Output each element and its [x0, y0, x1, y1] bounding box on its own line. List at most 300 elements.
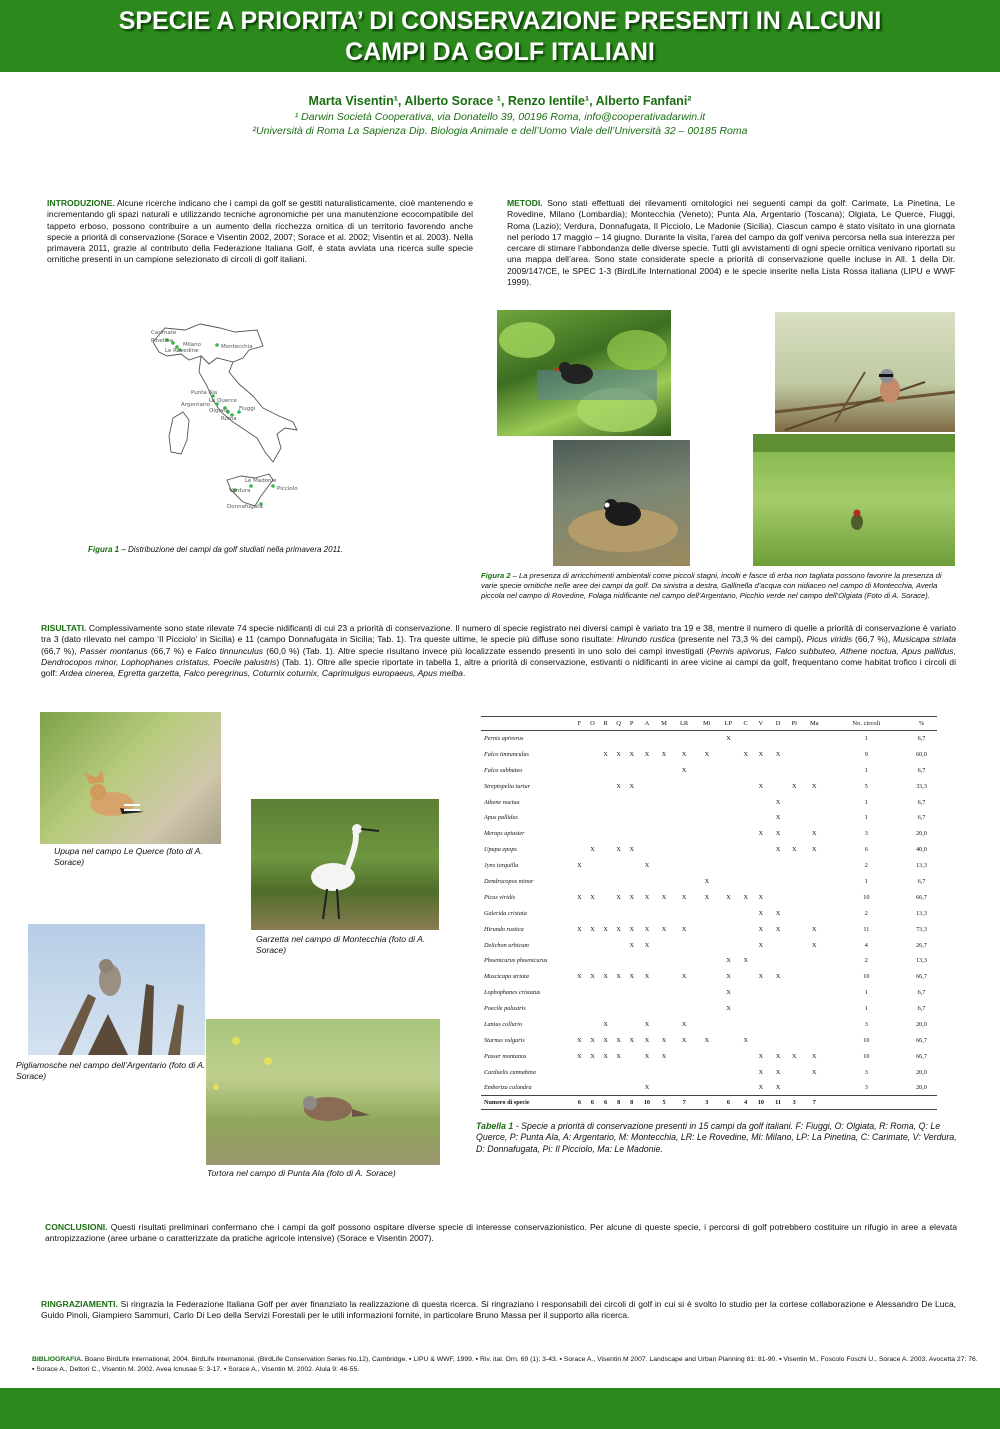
bibliography-section	[32, 1355, 980, 1375]
presence-cell	[638, 842, 656, 858]
presence-cell	[696, 810, 718, 826]
presence-cell: X	[726, 957, 731, 965]
presence-cell	[586, 778, 599, 794]
presence-cell: X	[644, 893, 650, 901]
presence-cell	[739, 1048, 752, 1064]
presence-cell	[672, 731, 696, 747]
presence-cell	[586, 731, 599, 747]
map-label: Olgiata	[209, 408, 229, 414]
presence-cell	[786, 746, 801, 762]
total-cell: 10	[638, 1096, 656, 1110]
presence-cell	[573, 1001, 586, 1017]
table-row	[481, 762, 937, 778]
table-row	[481, 858, 937, 874]
presence-cell: X	[590, 1052, 595, 1060]
presence-cell	[739, 1064, 752, 1080]
presence-cell	[802, 762, 827, 778]
figure2-caption-text: – La presenza di arricchimenti ambientali come piccoli stagni, incolti e fasce di erba non tagliata possono favorire la presenza di varie specie ornitiche nelle aree dei campi da golf. Da sinistra a destra, Gallinella d’acqua con nidiaceo nel campo di Montecchia, Averla piccola nel campo di Rovedine, Folaga nidificante nel campo dell’Argentario, Picchio verde nel campo dell’Olgiata (Foto di A. Sorace).	[481, 571, 942, 601]
presence-cell	[599, 842, 612, 858]
presence-cell	[612, 1017, 625, 1033]
presence-cell	[573, 985, 586, 1001]
presence-cell	[696, 1080, 718, 1096]
conclusions-text: Questi risultati preliminari confermano che i campi da golf possono ospitare diverse specie di interesse conservazionistico. Per alcune di queste specie, i percorsi di golf potrebbero costituire un rifugio in aree a elevata antropizzazione (aree urbane o caratterizzate da pratiche agricole intensive) (Sorace e Visentin 2007).	[45, 1222, 957, 1244]
presence-cell: X	[775, 830, 781, 838]
total-cell: 5	[656, 1096, 673, 1110]
table-header-cell: M	[656, 717, 673, 731]
presence-cell: X	[603, 1020, 608, 1028]
presence-cell: X	[603, 1052, 608, 1060]
presence-cell: X	[629, 973, 634, 981]
woodpecker-illustration	[753, 434, 955, 566]
table-caption	[476, 1121, 958, 1155]
presence-cell	[770, 762, 787, 778]
percent-cell: 60,0	[916, 750, 927, 758]
presence-cell	[739, 858, 752, 874]
map-label: Milano	[183, 342, 202, 348]
table-row	[481, 1001, 937, 1017]
percent-cell: 13,3	[916, 862, 927, 870]
presence-cell: X	[629, 925, 634, 933]
presence-cell	[696, 1001, 718, 1017]
presence-cell	[696, 969, 718, 985]
presence-cell	[573, 794, 586, 810]
presence-cell	[625, 810, 638, 826]
map-label: Montecchia	[221, 344, 253, 350]
percent-cell: 66,7	[916, 893, 927, 901]
presence-cell	[656, 953, 673, 969]
presence-cell: X	[775, 750, 781, 758]
presence-cell: X	[681, 893, 687, 901]
presence-cell	[696, 731, 718, 747]
presence-cell	[696, 937, 718, 953]
presence-cell	[638, 874, 656, 890]
percent-cell: 20,0	[916, 1020, 927, 1028]
percent-cell: 66,7	[916, 1036, 927, 1044]
presence-cell	[638, 762, 656, 778]
results-species: Falco tinnunculus	[195, 645, 264, 656]
figure2-caption	[481, 571, 959, 602]
presence-cell	[770, 858, 787, 874]
presence-cell	[752, 794, 770, 810]
count-cell: 1	[864, 798, 868, 806]
table-header-cell: LP	[718, 717, 740, 731]
presence-cell: X	[616, 893, 621, 901]
presence-cell	[638, 794, 656, 810]
table-header-cell: P	[625, 717, 638, 731]
species-name: Dendrocopos minor	[484, 877, 534, 885]
species-name: Athene noctua	[484, 798, 520, 806]
table-total-row	[481, 1096, 937, 1110]
presence-cell	[739, 985, 752, 1001]
presence-cell	[612, 762, 625, 778]
presence-cell	[672, 858, 696, 874]
presence-cell	[599, 731, 612, 747]
figure2-caption-label: Figura 2	[481, 571, 511, 580]
presence-cell: X	[758, 925, 764, 933]
presence-cell	[718, 1017, 740, 1033]
presence-cell	[599, 953, 612, 969]
intro-section	[47, 198, 473, 266]
species-name: Muscicapa striata	[484, 973, 529, 981]
presence-cell	[586, 874, 599, 890]
presence-cell	[573, 731, 586, 747]
total-cell: 10	[752, 1096, 770, 1110]
presence-cell: X	[681, 750, 687, 758]
presence-cell	[672, 874, 696, 890]
species-table	[481, 716, 937, 1110]
presence-cell: X	[812, 1052, 817, 1060]
presence-cell	[752, 762, 770, 778]
presence-cell	[638, 1001, 656, 1017]
percent-cell: 20,0	[916, 1084, 927, 1092]
presence-cell	[802, 1001, 827, 1017]
presence-cell: X	[704, 1036, 710, 1044]
table-row	[481, 746, 937, 762]
presence-cell: X	[758, 830, 764, 838]
percent-cell: 6,7	[917, 1005, 926, 1013]
presence-cell	[752, 731, 770, 747]
table-row	[481, 778, 937, 794]
presence-cell	[638, 905, 656, 921]
presence-cell	[573, 826, 586, 842]
table-header-cell: F	[573, 717, 586, 731]
table-row	[481, 905, 937, 921]
map-label: Punta Ala	[191, 390, 218, 396]
count-cell: 9	[864, 750, 868, 758]
results-species: Passer montanus	[79, 645, 148, 656]
results-species: Hirundo rustica	[616, 634, 676, 645]
presence-cell: X	[603, 750, 608, 758]
presence-cell	[625, 1017, 638, 1033]
map-label: Le Rovedine	[165, 348, 199, 354]
presence-cell	[599, 1080, 612, 1096]
table-row	[481, 1032, 937, 1048]
count-cell: 1	[864, 877, 868, 885]
presence-cell	[599, 889, 612, 905]
presence-cell	[696, 1017, 718, 1033]
presence-cell: X	[661, 1036, 667, 1044]
presence-cell	[802, 1017, 827, 1033]
presence-cell	[656, 874, 673, 890]
presence-cell: X	[616, 925, 621, 933]
presence-cell: X	[616, 782, 621, 790]
presence-cell	[752, 953, 770, 969]
total-cell: 7	[802, 1096, 827, 1110]
presence-cell: X	[812, 941, 817, 949]
presence-cell	[786, 874, 801, 890]
presence-cell	[718, 842, 740, 858]
count-cell: 10	[863, 1036, 870, 1044]
presence-cell	[573, 842, 586, 858]
presence-cell	[656, 1017, 673, 1033]
presence-cell	[739, 1001, 752, 1017]
presence-cell	[672, 778, 696, 794]
presence-cell: X	[681, 973, 687, 981]
presence-cell	[612, 953, 625, 969]
presence-cell: X	[681, 1036, 687, 1044]
presence-cell: X	[812, 846, 817, 854]
presence-cell	[718, 874, 740, 890]
presence-cell	[573, 874, 586, 890]
presence-cell	[696, 1048, 718, 1064]
presence-cell: X	[629, 1036, 634, 1044]
presence-cell	[739, 969, 752, 985]
percent-cell: 6,7	[917, 798, 926, 806]
presence-cell	[718, 921, 740, 937]
percent-cell: 6,7	[917, 989, 926, 997]
photo-garzetta	[251, 799, 439, 930]
presence-cell	[672, 905, 696, 921]
presence-cell: X	[758, 1084, 764, 1092]
presence-cell: X	[644, 1052, 650, 1060]
presence-cell	[802, 889, 827, 905]
table-header-cell: O	[586, 717, 599, 731]
presence-cell: X	[603, 973, 608, 981]
table-row	[481, 794, 937, 810]
species-name: Sturnus vulgaris	[484, 1036, 525, 1044]
presence-cell	[786, 826, 801, 842]
presence-cell	[770, 1017, 787, 1033]
presence-cell: X	[726, 1005, 731, 1013]
presence-cell: X	[775, 925, 781, 933]
presence-cell: X	[644, 862, 650, 870]
presence-cell	[612, 826, 625, 842]
presence-cell	[752, 858, 770, 874]
figure1-caption	[88, 545, 418, 556]
presence-cell	[638, 1064, 656, 1080]
species-table-container	[481, 716, 937, 1110]
results-text: Complessivamente sono state rilevate 74 specie nidificanti di cui 23 a priorità di conservazione. Il numero di specie registrato nei diversi campi è variato tra 19 e 38, mentre il numero di quelle a priorità di conservazione è variato tra 3 (dato rilevato nel campo ‘Il Picciolo’ in Sicilia) e 11 (campo Donnafugata in Sicilia; Tab. 1). Tra queste ultime, le specie più diffuse sono risultate:	[41, 623, 956, 645]
presence-cell	[752, 842, 770, 858]
presence-cell	[739, 762, 752, 778]
presence-cell: X	[812, 830, 817, 838]
presence-cell	[599, 937, 612, 953]
presence-cell	[573, 905, 586, 921]
count-cell: 10	[863, 1052, 870, 1060]
percent-cell: 33,3	[916, 782, 927, 790]
presence-cell	[696, 905, 718, 921]
presence-cell	[739, 1080, 752, 1096]
table-row	[481, 842, 937, 858]
authors: Marta Visentin¹, Alberto Sorace ¹, Renzo Ientile¹, Alberto Fanfani²	[308, 94, 692, 108]
table-header-cell: A	[638, 717, 656, 731]
table-header-cell: V	[752, 717, 770, 731]
intro-title: INTRODUZIONE.	[47, 198, 115, 208]
presence-cell: X	[577, 973, 582, 981]
presence-cell	[802, 953, 827, 969]
presence-cell: X	[726, 989, 731, 997]
presence-cell: X	[577, 893, 582, 901]
total-cell: 3	[696, 1096, 718, 1110]
presence-cell: X	[812, 1068, 817, 1076]
presence-cell	[586, 1001, 599, 1017]
percent-cell: 40,0	[916, 846, 927, 854]
presence-cell	[612, 1080, 625, 1096]
presence-cell	[752, 1001, 770, 1017]
photo-pigliamosche	[28, 924, 205, 1055]
presence-cell	[586, 985, 599, 1001]
presence-cell	[696, 762, 718, 778]
total-cell: 7	[672, 1096, 696, 1110]
species-name: Poecile palustris	[484, 1005, 526, 1013]
count-cell: 2	[864, 862, 868, 870]
presence-cell	[573, 1080, 586, 1096]
total-cell: 6	[586, 1096, 599, 1110]
presence-cell	[625, 1064, 638, 1080]
count-cell: 11	[863, 925, 870, 933]
presence-cell	[573, 810, 586, 826]
presence-cell	[672, 1001, 696, 1017]
presence-cell: X	[726, 973, 731, 981]
presence-cell	[638, 953, 656, 969]
presence-cell	[625, 1080, 638, 1096]
presence-cell	[656, 937, 673, 953]
presence-cell	[696, 921, 718, 937]
table-caption-text: - Specie a priorità di conservazione presenti in 15 campi da golf italiani. F: Fiuggi, O: Olgiata, R: Roma, Q: Le Querce, P: Punta Ala, A: Argentario, M: Montecchia, LR: Le Rovedine, Mi: Milano, LP: La Pinetina, C: Carimate, V: Verdura, D: Donnafugata, Pi: Il Picciolo, Ma: Le Madonie.	[476, 1121, 957, 1154]
presence-cell	[696, 953, 718, 969]
count-cell: 1	[864, 735, 868, 743]
presence-cell: X	[743, 750, 748, 758]
presence-cell	[656, 969, 673, 985]
table-row	[481, 969, 937, 985]
presence-cell	[656, 842, 673, 858]
presence-cell	[718, 746, 740, 762]
presence-cell	[656, 731, 673, 747]
coot-illustration	[553, 440, 690, 566]
presence-cell	[718, 1048, 740, 1064]
presence-cell	[656, 858, 673, 874]
egret-illustration	[251, 799, 439, 930]
presence-cell	[625, 762, 638, 778]
presence-cell	[656, 794, 673, 810]
presence-cell	[696, 778, 718, 794]
presence-cell	[586, 937, 599, 953]
presence-cell	[786, 1064, 801, 1080]
presence-cell	[599, 905, 612, 921]
presence-cell	[672, 953, 696, 969]
presence-cell	[739, 1017, 752, 1033]
presence-cell: X	[644, 750, 650, 758]
species-name: Streptopelia turtur	[484, 782, 531, 790]
presence-cell: X	[616, 750, 621, 758]
species-name: Phoenicurus phoenicurus	[484, 957, 548, 965]
intro-text: Alcune ricerche indicano che i campi da golf se gestiti naturalisticamente, cioè mantenendo e incrementando gli spazi naturali e utilizzando tecniche agronomiche per una manutenzione ecocompatibile del tappeto erboso, possono contribuire a un aumento della ricchezza ornitica di un territorio favorendo anche specie a priorità di conservazione (Sorace e Visentin 2002, 2007; Sorace et al. 2002; Visentin et al. 2003). Nella primavera 2011, grazie al contributo della Federazione Italiana Golf, è stata avviata una ricerca sulle specie ornitiche presenti in un campione selezionato di circoli di golf italiani.	[47, 198, 473, 265]
count-cell: 3	[864, 1020, 868, 1028]
count-cell: 3	[864, 1084, 868, 1092]
count-cell: 2	[864, 909, 868, 917]
presence-cell: X	[603, 925, 608, 933]
species-name: Passer montanus	[484, 1052, 527, 1060]
presence-cell: X	[775, 973, 781, 981]
percent-cell: 6,7	[917, 814, 926, 822]
species-name: Lanius collurio	[484, 1020, 522, 1028]
presence-cell	[786, 810, 801, 826]
presence-cell: X	[681, 766, 687, 774]
table-header-row	[481, 717, 937, 731]
count-cell: 3	[864, 830, 868, 838]
presence-cell	[718, 937, 740, 953]
figure1-caption-label: Figura 1	[88, 545, 120, 554]
percent-cell: 6,7	[917, 766, 926, 774]
total-cell	[906, 1096, 937, 1110]
sardinia-shape	[169, 412, 189, 454]
presence-cell: X	[681, 925, 687, 933]
conclusions-section	[45, 1222, 957, 1245]
presence-cell: X	[661, 750, 667, 758]
presence-cell	[718, 1064, 740, 1080]
species-name: Hirundo rustica	[484, 925, 524, 933]
results-species: Ardea cinerea, Egretta garzetta, Falco peregrinus, Coturnix coturnix, Caprimulgus europaeus, Apus melba	[59, 668, 463, 679]
presence-cell	[786, 937, 801, 953]
presence-cell	[573, 762, 586, 778]
presence-cell: X	[616, 1052, 621, 1060]
presence-cell	[696, 826, 718, 842]
presence-cell	[586, 762, 599, 778]
presence-cell: X	[791, 1052, 797, 1060]
count-cell: 1	[864, 989, 868, 997]
presence-cell	[599, 858, 612, 874]
presence-cell	[696, 985, 718, 1001]
map-dot-picciolo	[271, 484, 275, 488]
flycatcher-illustration	[28, 924, 205, 1055]
table-header-cell: R	[599, 717, 612, 731]
presence-cell	[802, 1032, 827, 1048]
map-label: Verdura	[229, 488, 251, 494]
presence-cell: X	[743, 893, 748, 901]
map-label: Carimate	[151, 330, 177, 336]
presence-cell	[586, 1017, 599, 1033]
table-row	[481, 1017, 937, 1033]
species-name: Galerida cristata	[484, 909, 527, 917]
presence-cell	[599, 762, 612, 778]
count-cell: 4	[864, 941, 868, 949]
presence-cell	[770, 985, 787, 1001]
presence-cell	[656, 1001, 673, 1017]
species-name: Picus viridis	[484, 893, 516, 901]
presence-cell: X	[743, 1036, 748, 1044]
presence-cell	[786, 858, 801, 874]
presence-cell	[625, 985, 638, 1001]
presence-cell	[625, 874, 638, 890]
photo-upupa	[40, 712, 221, 844]
tortora-caption: Tortora nel campo di Punta Ala (foto di A. Sorace)	[207, 1168, 396, 1178]
presence-cell	[802, 810, 827, 826]
pigliamosche-caption: Pigliamosche nel campo dell’Argentario (foto di A. Sorace)	[16, 1060, 206, 1081]
results-text: (66,7 %),	[852, 634, 894, 645]
presence-cell	[739, 794, 752, 810]
presence-cell: X	[758, 1052, 764, 1060]
presence-cell	[739, 810, 752, 826]
presence-cell	[802, 985, 827, 1001]
presence-cell	[802, 794, 827, 810]
presence-cell: X	[758, 782, 764, 790]
table-row	[481, 1064, 937, 1080]
map-dot-montecchia	[215, 343, 219, 347]
presence-cell	[672, 1064, 696, 1080]
presence-cell	[770, 1001, 787, 1017]
presence-cell: X	[616, 846, 621, 854]
presence-cell: X	[590, 973, 595, 981]
results-text: ) (Tab. 1). Oltre alle specie riportate in tabella 1, altre a priorità di conservazione, estivanti o nidificanti in aree vicine ai campi da golf, frequentano come habitat trofico i circoli di golf:	[41, 656, 956, 679]
presence-cell	[625, 731, 638, 747]
presence-cell: X	[775, 798, 781, 806]
bibliography-text: Boano BirdLife International, 2004. BirdLife International. (BirdLife Conservation Series No.12), Cambridge. ▪ LIPU & WWF, 1999. ▪ Riv. ital. Orn. 69 (1): 3-43. ▪ Sorace A., Visentin M 2007. Landscape and Urban Planning 81: 81-90. ▪ Visentin M., Foscolo Foschi U., Sorace A. 2003. Avocetta 27: 76. ▪ Sorace A., Dettori C., Visentin M. 2002. Avea Icnusae 5: 3-17. ▪ Sorace A., Visentin M. 2002. Alula 9: 46-55.	[32, 1356, 978, 1373]
presence-cell	[786, 731, 801, 747]
total-cell: 3	[786, 1096, 801, 1110]
table-row	[481, 937, 937, 953]
presence-cell	[638, 826, 656, 842]
presence-cell: X	[577, 862, 582, 870]
